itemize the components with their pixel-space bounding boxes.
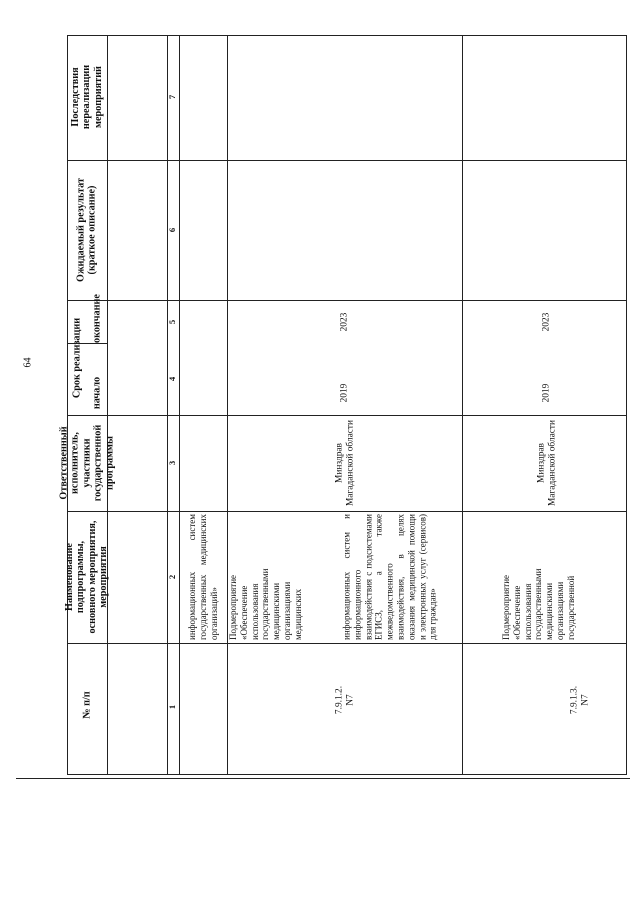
header-col6-result: Ожидаемый результат (краткое описание) [75, 178, 98, 282]
row3-end: 2023 [541, 312, 552, 332]
column-number: 4 [167, 376, 178, 382]
row2-start: 2019 [339, 383, 350, 403]
column-number: 5 [167, 319, 178, 325]
measures-table [58, 35, 627, 775]
row3-name-intro: Подмероприятие «Обеспечение использования государственными медицинскими организациями государственной [501, 568, 576, 640]
column-number: 3 [167, 460, 178, 466]
column-number: 6 [167, 227, 178, 233]
row2-name-intro: Подмероприятие «Обеспечение использования государственными медицинскими организациями медицинских [228, 568, 303, 640]
row3-start: 2019 [541, 383, 552, 403]
header-col3-executor: Ответственный исполнитель, участники государственной программы [58, 424, 116, 502]
header-col45-group: Срок реализации [71, 317, 83, 399]
row1-name: информационных систем государственных медицинских организаций» [186, 514, 219, 640]
header-col7-consequences: Последствия нереализации мероприятий [69, 64, 104, 130]
page-bottom-rule [16, 778, 630, 779]
header-col4-start: начало [91, 376, 103, 410]
header-col5-end: окончание [91, 294, 103, 343]
header-col1-num: № п/п [81, 691, 93, 719]
row3-num: 7.9.1.3. N7 [569, 685, 590, 715]
header-col2-name: Наименование подпрограммы, основного мероприятия, мероприятия [64, 520, 110, 634]
row2-num: 7.9.1.2. N7 [334, 685, 355, 715]
column-number: 2 [167, 574, 178, 580]
column-number: 7 [167, 94, 178, 100]
column-number: 1 [167, 704, 178, 710]
row2-name-body: информационных систем и информационного взаимодействия с подсистемами ЕГИСЗ, а также межведомственного взаимодействия, в целях оказания медицинской помощи и электронных услуг (сервисов) для граждан» [341, 514, 438, 640]
row3-executor: Минздрав Магаданской области [536, 419, 557, 507]
row2-executor: Минздрав Магаданской области [334, 419, 355, 507]
page-number: 64 [22, 357, 34, 368]
row2-end: 2023 [339, 312, 350, 332]
